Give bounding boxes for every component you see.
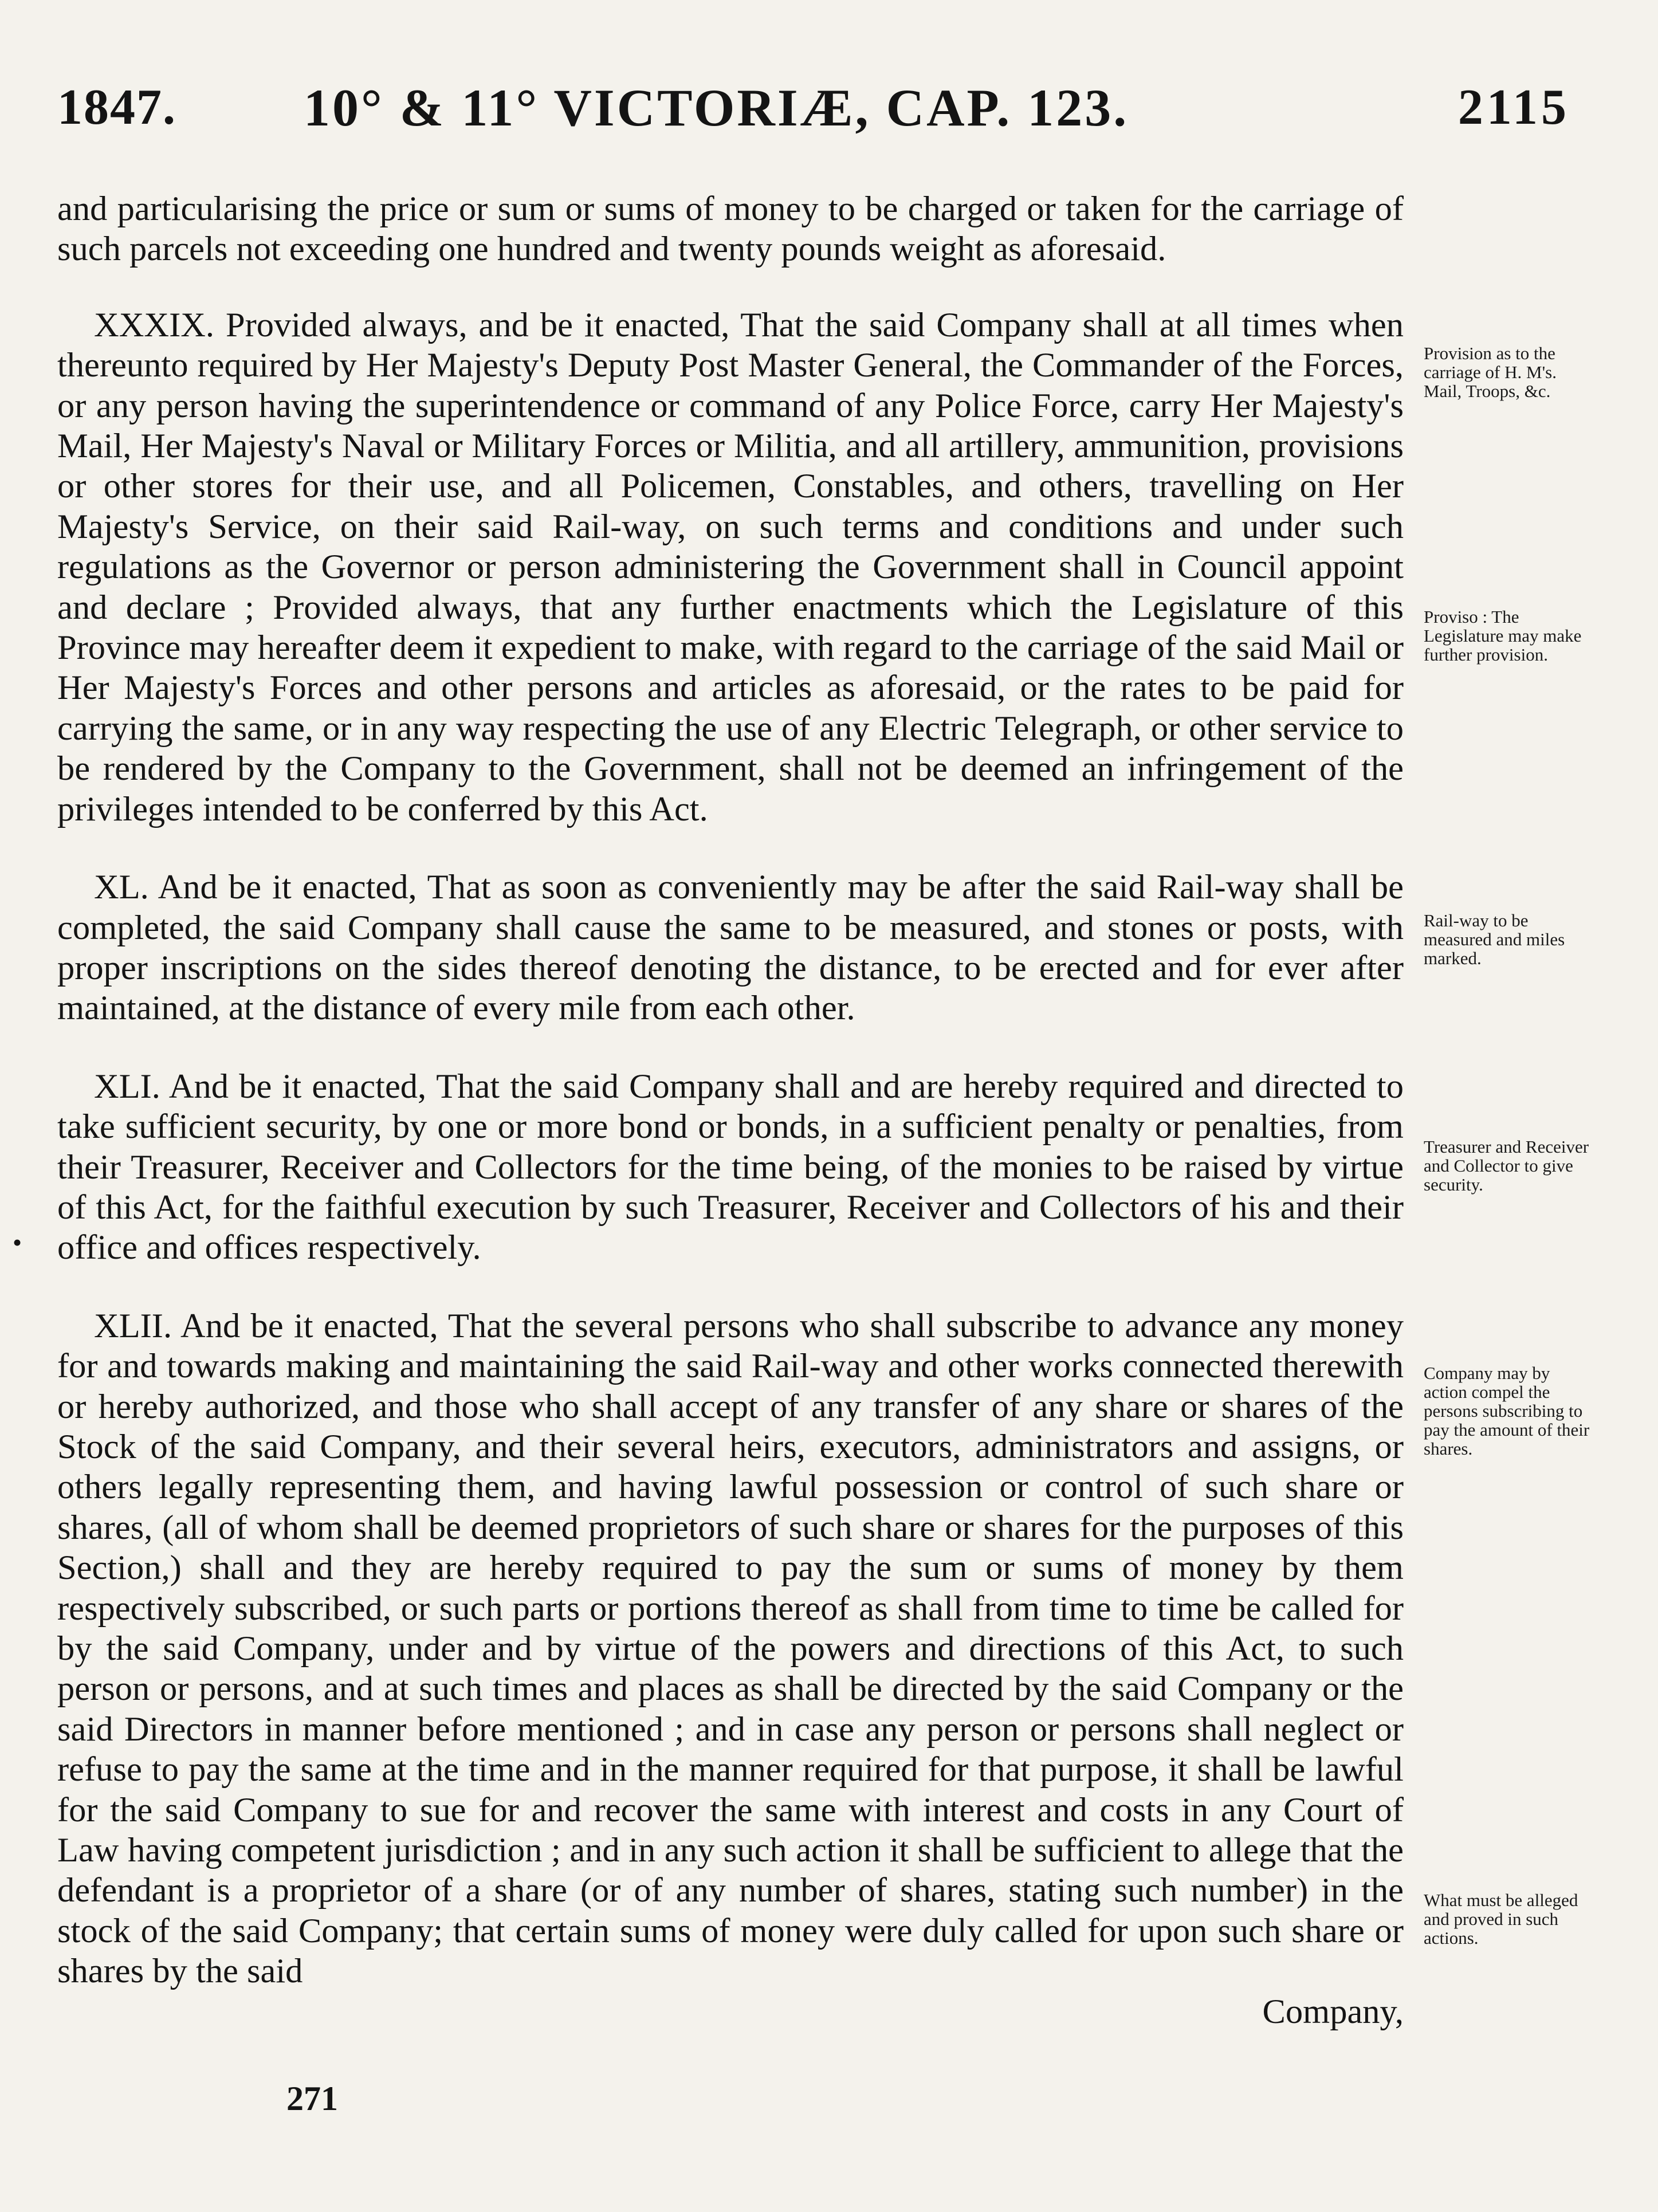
header-title: 10° & 11° VICTORIÆ, CAP. 123. (304, 78, 1129, 137)
section-number: XXXIX. (94, 305, 215, 344)
header-page-number: 2115 (1457, 80, 1570, 135)
side-note-alleged-proved: What must be alleged and proved in such actions. (1424, 1890, 1578, 1948)
side-note-mail-troops: Provision as to the carriage of H. M's. Mail, Troops, &c. (1424, 343, 1557, 401)
catchword: Company, (1262, 1992, 1404, 2031)
signature-mark: 271 (286, 2080, 338, 2117)
section-text: And be it enacted, That the said Company shall and are hereby required and directed to take sufficient security, by one or more bond or bonds, in a sufficient penalty or penalties, from their Treasurer, Receiver and Collectors for the time being, of the monies to be raised by virtue of this Act, for the faithful execution by such Treasurer, Receiver and Collectors of his and their office and offices respectively. (57, 1067, 1404, 1267)
section-number: XLII. (94, 1306, 172, 1345)
section-number: XLI. (94, 1067, 160, 1106)
section-number: XL. (94, 868, 149, 907)
section-xlii (57, 1306, 1404, 2032)
section-text: And be it enacted, That as soon as conveniently may be after the said Rail-way shall be completed, the said Company shall cause the same to be measured, and stones or posts, with proper inscriptions on the sides thereof denoting the distance, to be erected and for ever after maintained, at the distance of every mile from each other. (57, 868, 1404, 1028)
section-xxxix (57, 305, 1404, 830)
paragraph-continuation (57, 189, 1404, 270)
header-year: 1847. (57, 80, 176, 135)
section-text: And be it enacted, That the several persons who shall subscribe to advance any money for and towards making and maintaining the said Rail-way and other works connected therewith or hereby authorized, and those who shall accept of any transfer of any share or shares of the Stock of the said Company, and their several heirs, executors, administrators and assigns, or others legally representing them, and having lawful possession or control of such share or shares, (all of whom shall be deemed proprietors of such share or shares for the purposes of this Section,) shall and they are hereby required to pay the sum or sums of money by them respectively subscribed, or such parts or portions thereof as shall from time to time be called for by the said Company, under and by virtue of the powers and directions of this Act, to such person or persons, and at such times and places as shall be directed by the said Company or the said Directors in manner before mentioned ; and in case any person or persons shall neglect or refuse to pay the same at the time and in the manner required for that purpose, it shall be lawful for the said Company to sue for and recover the same with interest and costs in any Court of Law having competent jurisdiction ; and in any such action it shall be sufficient to allege that the defendant is a proprietor of a share (or of any number of shares, stating such number) in the stock of the said Company; that certain sums of money were duly called for upon such share or shares by the said (57, 1306, 1404, 1991)
side-note-rail-way-measured: Rail-way to be measured and miles marked. (1424, 910, 1565, 968)
side-note-treasurer-security: Treasurer and Receiver and Collector to give security. (1424, 1137, 1589, 1195)
body-text (57, 189, 1404, 2032)
running-head (57, 73, 1570, 142)
section-xli (57, 1067, 1404, 1268)
paragraph-text: and particularising the price or sum or sums of money to be charged or taken for the carriage of such parcels not exceeding one hundred and twenty pounds weight as aforesaid. (57, 190, 1404, 269)
side-note-company-action: Company may by action compel the persons subscribing to pay the amount of their shares. (1424, 1363, 1590, 1459)
section-xl (57, 867, 1404, 1029)
side-note-proviso-legislature: Proviso : The Legislature may make further provision. (1424, 607, 1582, 665)
section-text: Provided always, and be it enacted, That the said Company shall at all times when thereunto required by Her Majesty's Deputy Post Master General, the Commander of the Forces, or any person having the superintendence or command of any Police Force, carry Her Majesty's Mail, Her Majesty's Naval or Military Forces or Militia, and all artillery, ammunition, provisions or other stores for their use, and all Policemen, Constables, and others, travelling on Her Majesty's Service, on their said Rail-way, on such terms and conditions and under such regulations as the Governor or person administering the Government shall in Council appoint and declare ; Provided always, that any further enactments which the Legislature of this Province may hereafter deem it expedient to make, with regard to the carriage of the said Mail or Her Majesty's Forces and other persons and articles as aforesaid, or the rates to be paid for carrying the same, or in any way respecting the use of any Electric Telegraph, or other service to be rendered by the Company to the Government, shall not be deemed an infringement of the privileges intended to be conferred by this Act. (57, 305, 1404, 828)
margin-bullet: • (13, 1228, 22, 1257)
